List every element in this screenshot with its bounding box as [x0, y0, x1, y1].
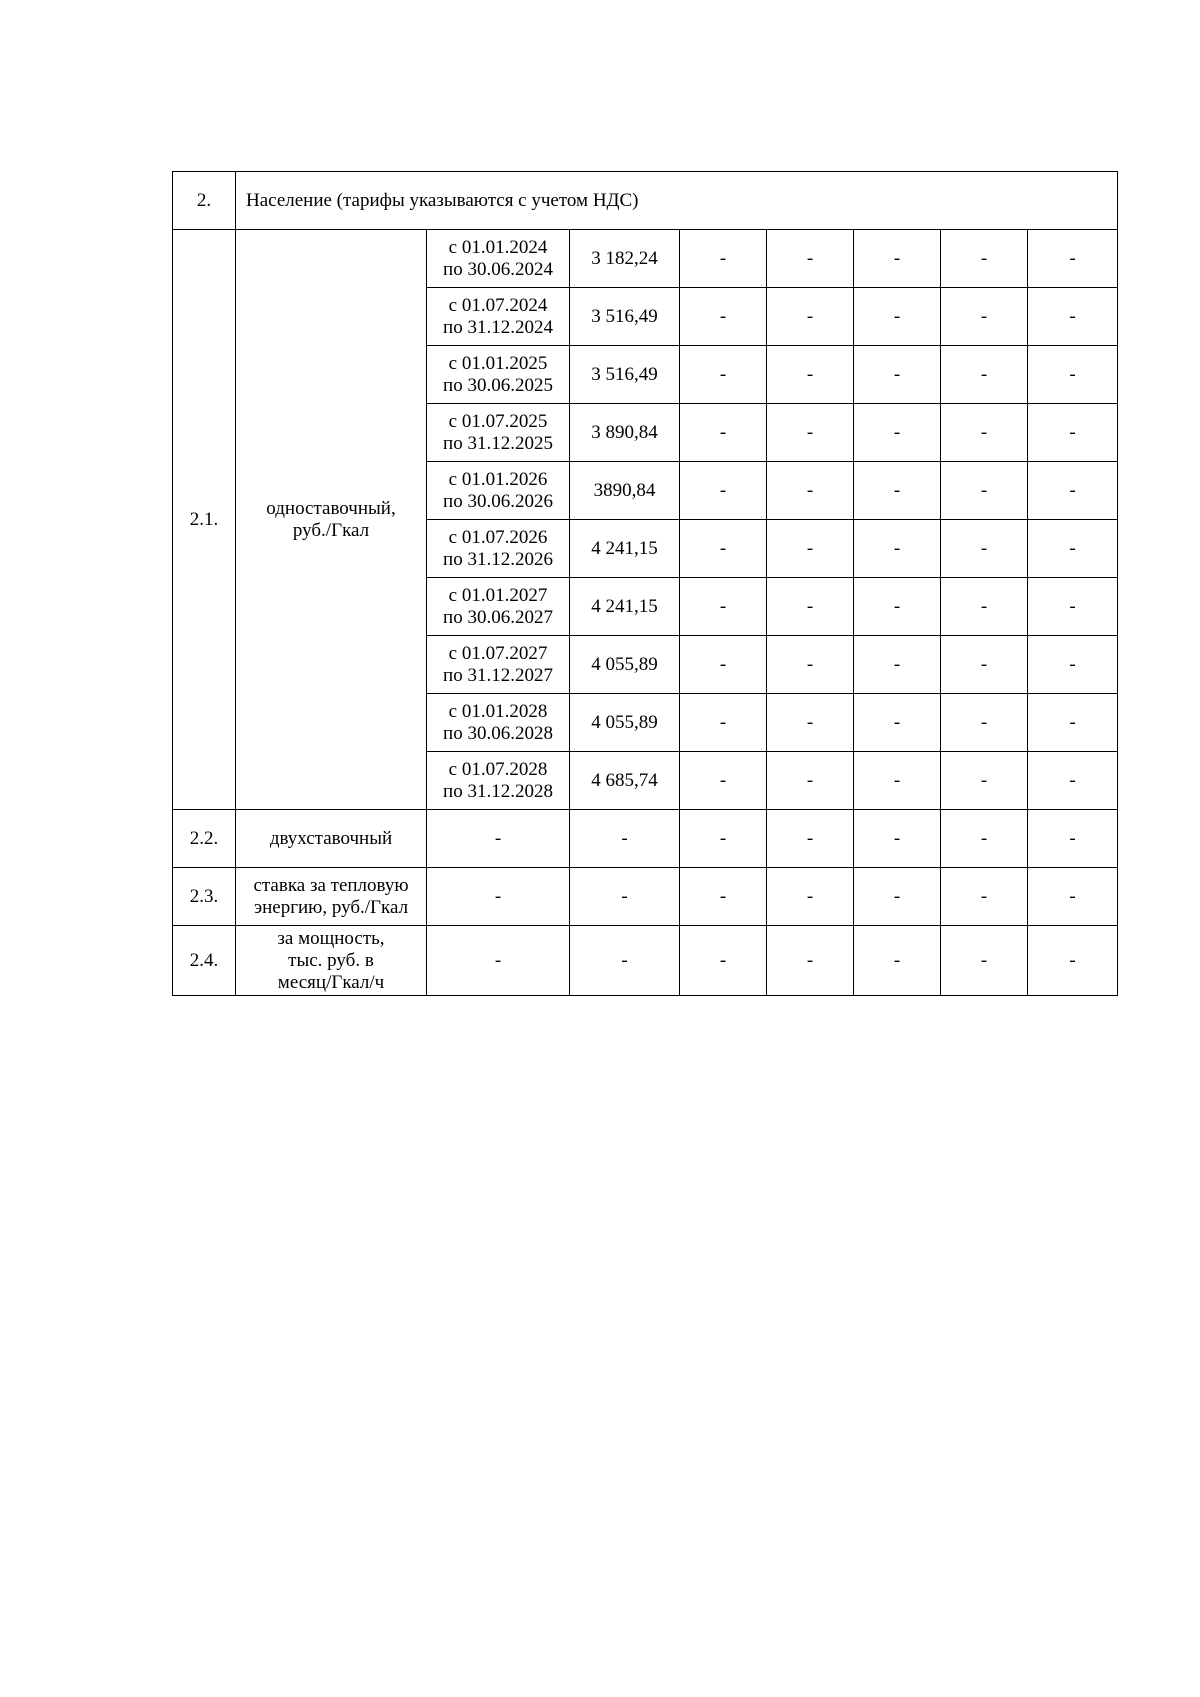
period-cell: [427, 230, 570, 288]
empty-cell: -: [427, 868, 570, 926]
empty-cell: -: [1028, 636, 1118, 694]
period-cell: [427, 752, 570, 810]
period-cell: [427, 578, 570, 636]
period-to: по 30.06.2028: [443, 722, 553, 744]
period-from: с 01.01.2028: [448, 700, 548, 722]
empty-cell: -: [1028, 810, 1118, 868]
empty-cell: -: [941, 230, 1028, 288]
empty-cell: -: [854, 694, 941, 752]
empty-cell: -: [767, 346, 854, 404]
empty-cell: -: [1028, 926, 1118, 996]
tariff-name-line: ставка за тепловую: [253, 874, 409, 896]
empty-cell: -: [854, 462, 941, 520]
empty-cell: -: [680, 288, 767, 346]
empty-cell: -: [854, 404, 941, 462]
empty-cell: -: [941, 926, 1028, 996]
period-from: с 01.07.2028: [448, 758, 548, 780]
period-from: с 01.01.2027: [448, 584, 548, 606]
period-cell: [427, 346, 570, 404]
empty-cell: -: [854, 346, 941, 404]
tariff-name-line: руб./Гкал: [292, 519, 370, 541]
period-from: с 01.07.2025: [448, 410, 548, 432]
tariff-value: 4 241,15: [570, 578, 680, 636]
empty-cell: -: [854, 578, 941, 636]
empty-cell: -: [1028, 578, 1118, 636]
period-to: по 30.06.2025: [443, 374, 553, 396]
period-to: по 31.12.2027: [443, 664, 553, 686]
empty-cell: -: [680, 404, 767, 462]
empty-cell: -: [767, 520, 854, 578]
row-number-2-4: 2.4.: [173, 926, 236, 996]
empty-cell: -: [570, 810, 680, 868]
period-to: по 31.12.2028: [443, 780, 553, 802]
empty-cell: -: [941, 810, 1028, 868]
empty-cell: -: [767, 926, 854, 996]
tariff-value: 4 055,89: [570, 636, 680, 694]
table-row: [173, 230, 1118, 288]
empty-cell: -: [854, 926, 941, 996]
tariff-name-2-1: [236, 230, 427, 810]
empty-cell: -: [767, 288, 854, 346]
period-to: по 30.06.2027: [443, 606, 553, 628]
empty-cell: -: [680, 810, 767, 868]
row-number-2-1: 2.1.: [173, 230, 236, 810]
empty-cell: -: [767, 810, 854, 868]
empty-cell: -: [767, 868, 854, 926]
tariff-value: 3890,84: [570, 462, 680, 520]
period-from: с 01.07.2027: [448, 642, 548, 664]
empty-cell: -: [854, 752, 941, 810]
empty-cell: -: [680, 752, 767, 810]
empty-cell: -: [767, 230, 854, 288]
period-cell: [427, 694, 570, 752]
tariff-value: 4 055,89: [570, 694, 680, 752]
tariff-name-line: энергию, руб./Гкал: [253, 896, 409, 918]
period-from: с 01.07.2024: [448, 294, 548, 316]
table-row: [173, 926, 1118, 996]
row-number-2-3: 2.3.: [173, 868, 236, 926]
empty-cell: -: [680, 520, 767, 578]
empty-cell: -: [1028, 752, 1118, 810]
period-cell: [427, 636, 570, 694]
empty-cell: -: [941, 288, 1028, 346]
tariff-value: 4 241,15: [570, 520, 680, 578]
tariff-name-2-2: двухставочный: [236, 810, 427, 868]
period-cell: [427, 520, 570, 578]
tariff-name-line: месяц/Гкал/ч: [277, 971, 385, 993]
period-cell: [427, 404, 570, 462]
tariff-table: [172, 171, 1118, 996]
table-row: [173, 868, 1118, 926]
empty-cell: -: [854, 636, 941, 694]
empty-cell: -: [427, 810, 570, 868]
empty-cell: -: [767, 462, 854, 520]
empty-cell: -: [680, 462, 767, 520]
empty-cell: -: [941, 868, 1028, 926]
period-cell: [427, 462, 570, 520]
empty-cell: -: [854, 520, 941, 578]
empty-cell: -: [570, 926, 680, 996]
empty-cell: -: [767, 578, 854, 636]
empty-cell: -: [941, 694, 1028, 752]
tariff-value: 3 890,84: [570, 404, 680, 462]
empty-cell: -: [854, 810, 941, 868]
tariff-value: 3 516,49: [570, 346, 680, 404]
empty-cell: -: [1028, 404, 1118, 462]
section-number: 2.: [173, 172, 236, 230]
empty-cell: -: [1028, 346, 1118, 404]
empty-cell: -: [1028, 694, 1118, 752]
tariff-name-2-4: [236, 926, 427, 996]
table-row: [173, 810, 1118, 868]
empty-cell: -: [767, 694, 854, 752]
row-number-2-2: 2.2.: [173, 810, 236, 868]
empty-cell: -: [854, 868, 941, 926]
empty-cell: -: [1028, 230, 1118, 288]
tariff-value: 4 685,74: [570, 752, 680, 810]
period-to: по 31.12.2024: [443, 316, 553, 338]
empty-cell: -: [941, 520, 1028, 578]
empty-cell: -: [680, 868, 767, 926]
period-from: с 01.07.2026: [448, 526, 548, 548]
empty-cell: -: [941, 462, 1028, 520]
empty-cell: -: [427, 926, 570, 996]
empty-cell: -: [1028, 288, 1118, 346]
empty-cell: -: [854, 230, 941, 288]
empty-cell: -: [1028, 520, 1118, 578]
empty-cell: -: [854, 288, 941, 346]
tariff-name-line: тыс. руб. в: [288, 949, 374, 971]
empty-cell: -: [941, 752, 1028, 810]
tariff-value: 3 182,24: [570, 230, 680, 288]
empty-cell: -: [767, 636, 854, 694]
empty-cell: -: [570, 868, 680, 926]
empty-cell: -: [941, 636, 1028, 694]
empty-cell: -: [680, 346, 767, 404]
empty-cell: -: [941, 346, 1028, 404]
empty-cell: -: [680, 926, 767, 996]
empty-cell: -: [941, 578, 1028, 636]
empty-cell: -: [767, 404, 854, 462]
period-to: по 31.12.2026: [443, 548, 553, 570]
empty-cell: -: [680, 578, 767, 636]
period-from: с 01.01.2025: [448, 352, 548, 374]
period-to: по 31.12.2025: [443, 432, 553, 454]
empty-cell: -: [941, 404, 1028, 462]
period-from: с 01.01.2024: [448, 236, 548, 258]
section-title: Население (тарифы указываются с учетом НДС): [236, 172, 1118, 230]
tariff-value: 3 516,49: [570, 288, 680, 346]
tariff-name-line: одноставочный,: [266, 497, 396, 519]
empty-cell: -: [680, 230, 767, 288]
section-header-row: [173, 172, 1118, 230]
empty-cell: -: [680, 636, 767, 694]
period-to: по 30.06.2026: [443, 490, 553, 512]
empty-cell: -: [680, 694, 767, 752]
period-from: с 01.01.2026: [448, 468, 548, 490]
empty-cell: -: [1028, 462, 1118, 520]
empty-cell: -: [1028, 868, 1118, 926]
tariff-name-2-3: [236, 868, 427, 926]
period-cell: [427, 288, 570, 346]
tariff-name-line: за мощность,: [277, 927, 385, 949]
period-to: по 30.06.2024: [443, 258, 553, 280]
empty-cell: -: [767, 752, 854, 810]
